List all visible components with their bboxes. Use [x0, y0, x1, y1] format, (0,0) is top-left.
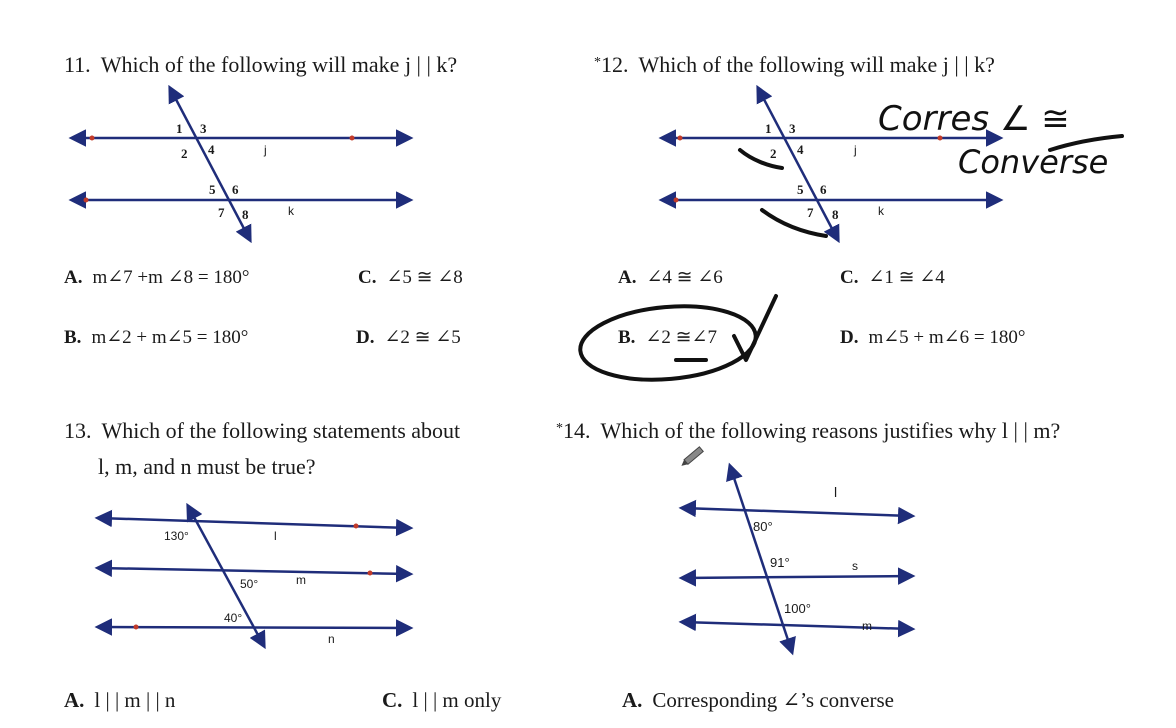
choice-text: ∠2 ≅∠7 [645, 327, 717, 348]
q12-choice-a[interactable] [618, 266, 723, 289]
angle-label-6: 6 [820, 182, 827, 197]
line-l [682, 508, 912, 516]
angle-label-6: 6 [232, 182, 239, 197]
line-j-label: j [264, 143, 267, 157]
choice-text: ∠5 ≅ ∠8 [386, 267, 463, 288]
choice-letter: C. [840, 267, 859, 288]
q11-diagram [72, 88, 410, 240]
line-k-label: k [878, 204, 884, 218]
question-number: 12. [601, 52, 629, 77]
line-j-label: j [854, 143, 857, 157]
question-number: 11. [64, 52, 91, 77]
angle-100: 100° [784, 601, 811, 616]
choice-letter: D. [356, 327, 375, 348]
line-m [98, 568, 410, 574]
line-k-label: k [288, 204, 294, 218]
line-s-label: s [852, 559, 858, 573]
question-number: 13. [64, 418, 92, 443]
choice-text: l | | m | | n [94, 688, 176, 712]
q13-choice-a[interactable] [64, 688, 175, 713]
handwriting-line-2: Converse [958, 143, 1109, 181]
angle-label-1: 1 [765, 121, 772, 136]
line-l [98, 518, 410, 528]
star-marker: * [594, 55, 601, 70]
angle-91: 91° [770, 555, 790, 570]
angle-label-2: 2 [181, 146, 188, 161]
line-m-label: m [862, 619, 872, 633]
choice-letter: A. [618, 267, 637, 288]
transversal [170, 88, 250, 240]
choice-text: ∠2 ≅ ∠5 [384, 327, 461, 348]
choice-text: Corresponding ∠’s converse [652, 688, 894, 712]
question-text-line-1: Which of the following statements about [101, 418, 461, 443]
choice-text: l | | m only [412, 688, 502, 712]
q12-choice-c[interactable] [840, 266, 945, 289]
angle-label-5: 5 [797, 182, 804, 197]
question-13-prompt [64, 418, 460, 444]
choice-letter: A. [64, 688, 85, 712]
angle-label-5: 5 [209, 182, 216, 197]
angle-label-4: 4 [208, 142, 215, 157]
question-13-prompt-line-2 [98, 454, 316, 480]
question-text: Which of the following will make j | | k? [100, 52, 458, 77]
q12-dots [674, 136, 943, 203]
angle-label-3: 3 [789, 121, 796, 136]
q12-choice-b[interactable] [618, 326, 717, 349]
q11-choice-c[interactable] [358, 266, 463, 289]
transversal [188, 506, 264, 646]
angle-label-8: 8 [832, 207, 839, 222]
angle-label-3: 3 [200, 121, 207, 136]
angle-label-1: 1 [176, 121, 183, 136]
angle-50: 50° [240, 577, 259, 591]
question-text: Which of the following will make j | | k? [638, 52, 995, 77]
choice-text: ∠1 ≅ ∠4 [868, 267, 945, 288]
choice-letter: A. [622, 688, 643, 712]
line-l-label: l [274, 529, 277, 543]
q11-dots [84, 136, 355, 203]
angle-80: 80° [753, 519, 773, 534]
q14-diagram [682, 466, 912, 652]
choice-letter: D. [840, 327, 859, 348]
choice-text: m∠2 + m∠5 = 180° [91, 327, 249, 348]
q13-choice-c[interactable] [382, 688, 501, 713]
star-marker: * [556, 421, 563, 436]
angle-label-4: 4 [797, 142, 804, 157]
angle-label-8: 8 [242, 207, 249, 222]
q11-choice-b[interactable] [64, 326, 248, 349]
choice-text: m∠5 + m∠6 = 180° [868, 327, 1026, 348]
line-m-label: m [296, 573, 306, 587]
choice-letter: C. [382, 688, 403, 712]
angle-40: 40° [224, 611, 243, 625]
line-l-label: l [834, 484, 838, 500]
line-s [682, 576, 912, 578]
angle-label-7: 7 [218, 205, 225, 220]
choice-text: ∠4 ≅ ∠6 [646, 267, 723, 288]
q12-choice-d[interactable] [840, 326, 1025, 349]
handwriting-line-1: Corres ∠ ≅ [878, 99, 1070, 139]
choice-letter: B. [618, 327, 636, 348]
line-m [682, 622, 912, 629]
angle-130: 130° [164, 529, 189, 543]
ink-mark-angle-7 [762, 210, 826, 236]
q11-choice-a[interactable] [64, 266, 249, 289]
line-n-label: n [328, 632, 335, 646]
angle-label-7: 7 [807, 205, 814, 220]
q14-choice-a[interactable] [622, 688, 894, 713]
pencil-icon [679, 447, 703, 468]
question-text-line-2: l, m, and n must be true? [98, 454, 316, 479]
question-14-prompt [556, 418, 1060, 444]
choice-text: m∠7 +m ∠8 = 180° [92, 267, 250, 288]
angle-label-2: 2 [770, 146, 777, 161]
question-number: 14. [563, 418, 591, 443]
choice-letter: C. [358, 267, 377, 288]
q11-choice-d[interactable] [356, 326, 461, 349]
choice-letter: B. [64, 327, 82, 348]
question-text: Which of the following reasons justifies why l | | m? [600, 418, 1061, 443]
choice-letter: A. [64, 267, 83, 288]
q13-diagram [98, 506, 410, 646]
